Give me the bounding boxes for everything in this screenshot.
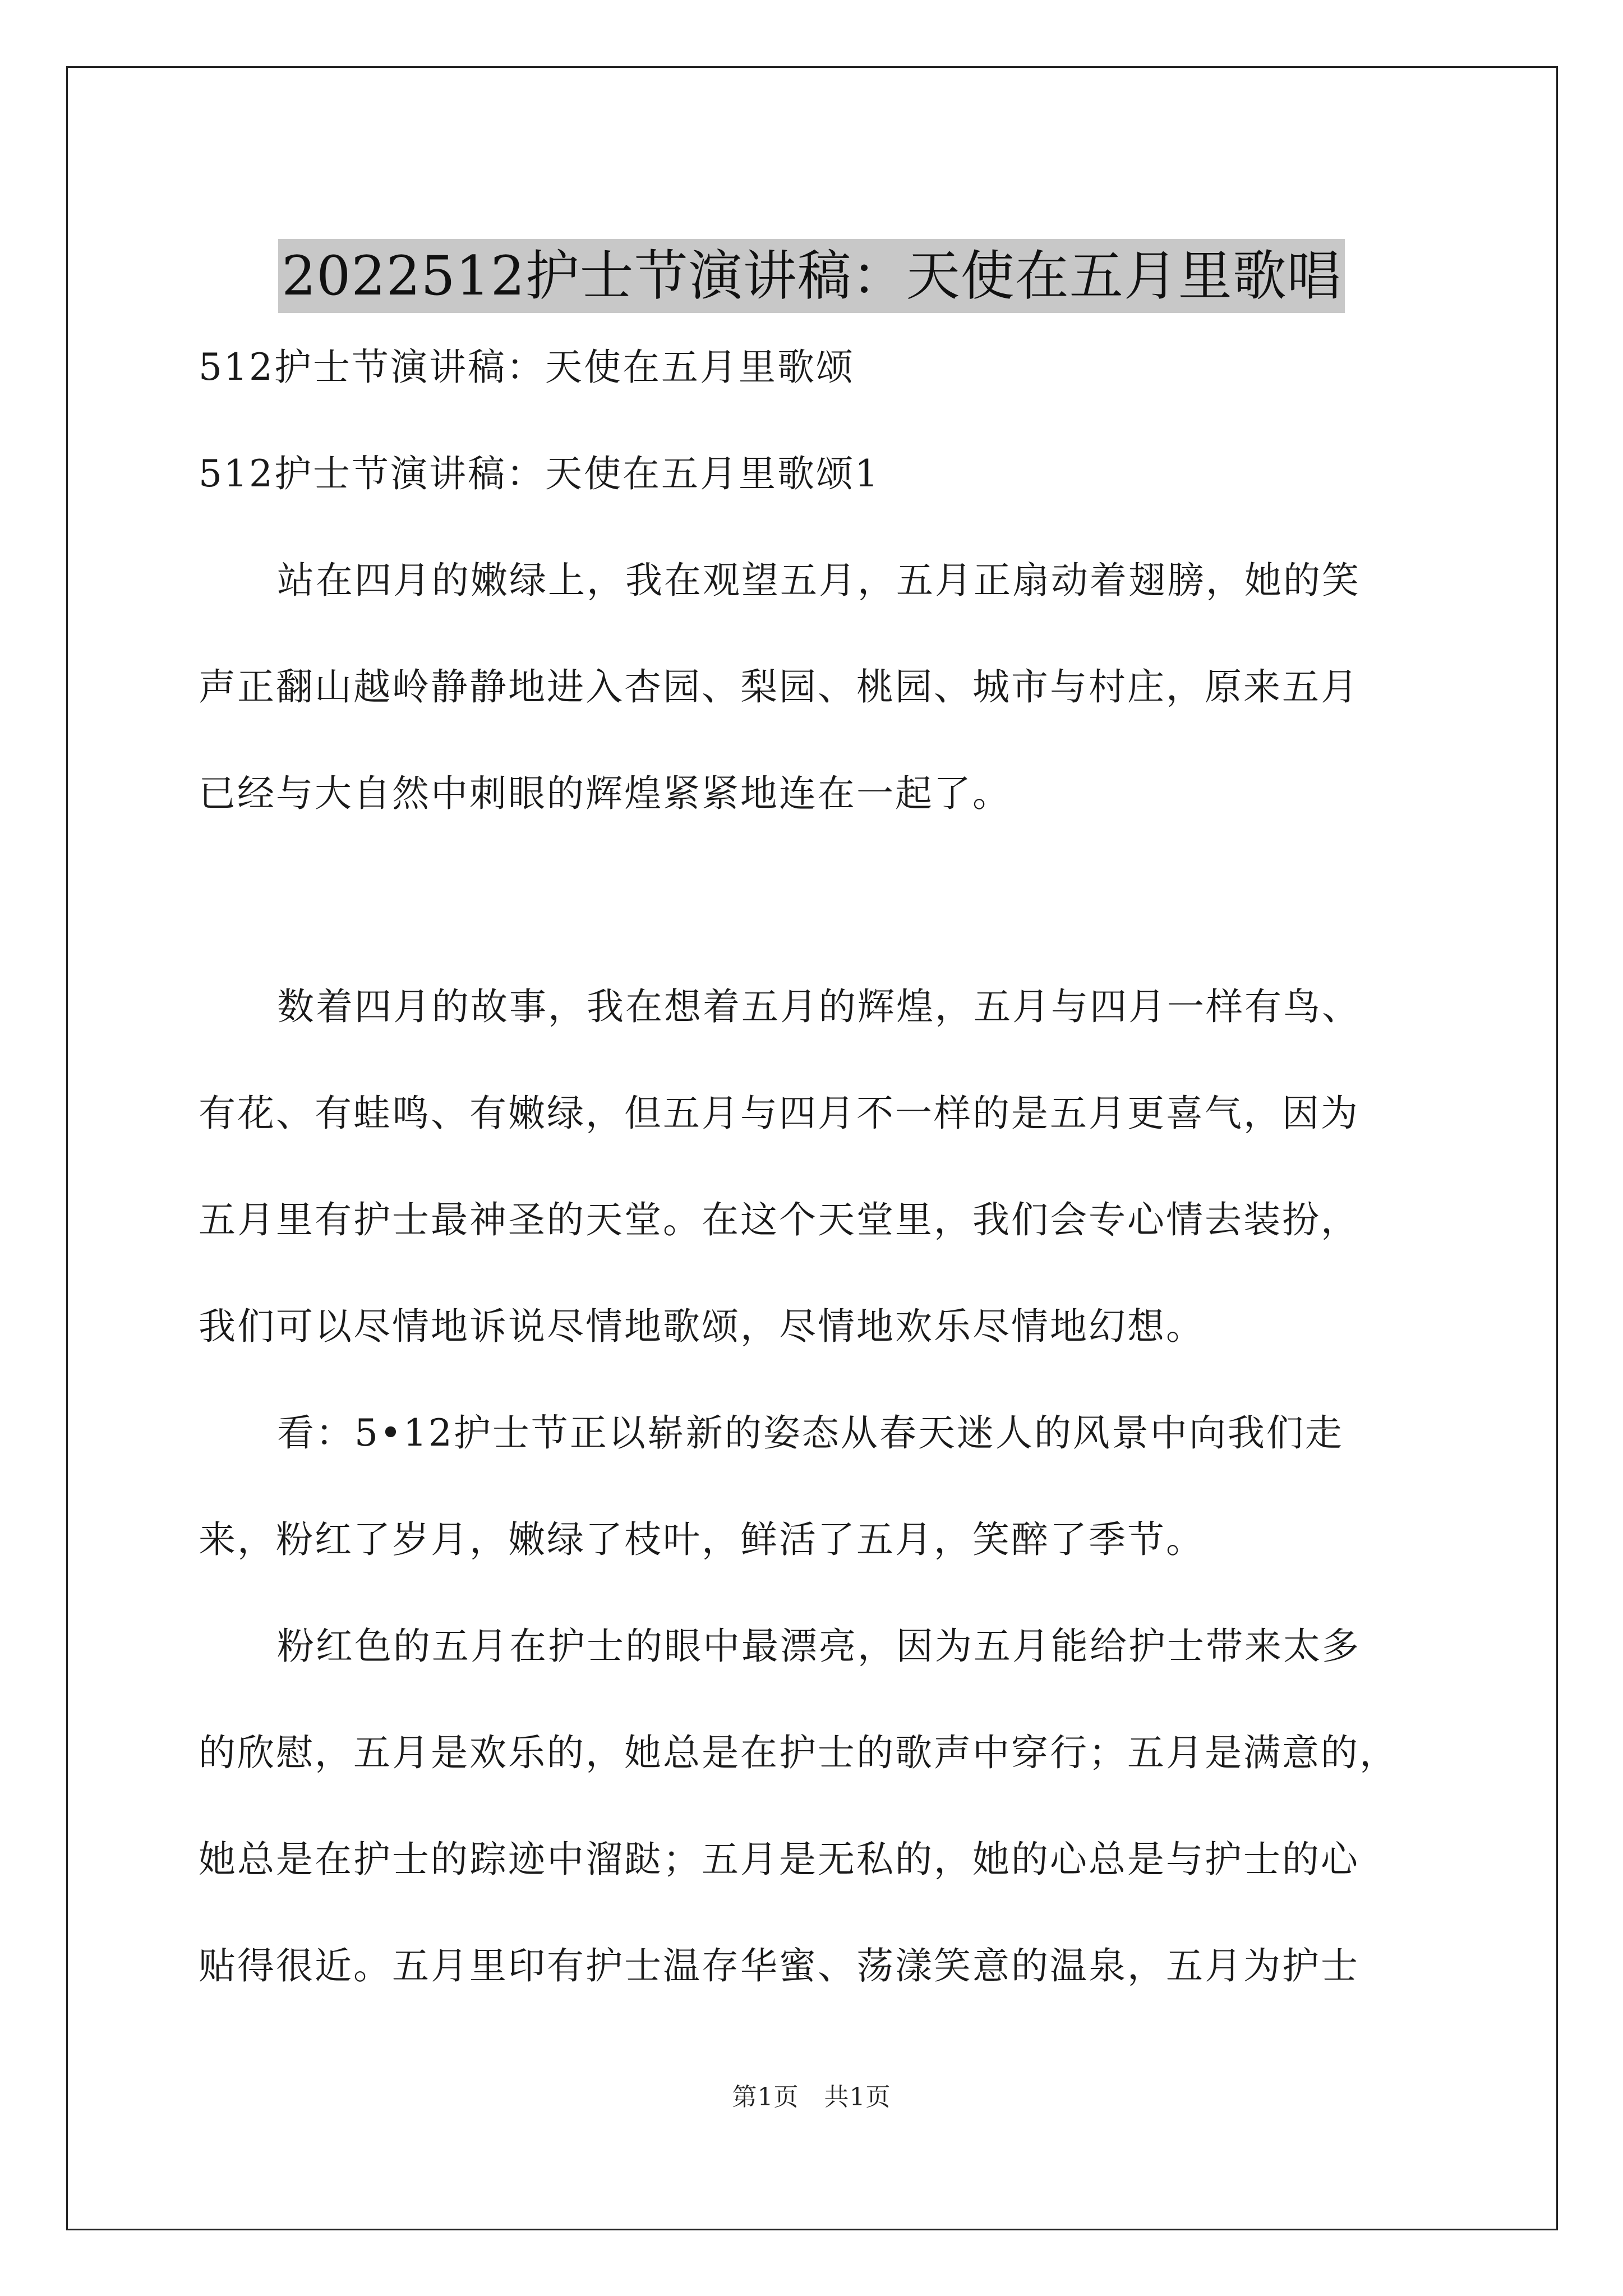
document-body: [199, 314, 1455, 2019]
paragraph-line: 来，粉红了岁月，嫩绿了枝叶，鲜活了五月，笑醉了季节。: [199, 1518, 1205, 1561]
subheading: 512护士节演讲稿：天使在五月里歌颂1: [199, 452, 880, 495]
page-number-footer: 第1页 共1页: [732, 2083, 891, 2111]
paragraph-line: 声正翻山越岭静静地进入杏园、梨园、桃园、城市与村庄，原来五月: [199, 665, 1359, 708]
paragraph-line: 已经与大自然中刺眼的辉煌紧紧地连在一起了。: [199, 772, 1011, 815]
paragraph-line: 看：5•12护士节正以崭新的姿态从春天迷人的风景中向我们走: [277, 1411, 1344, 1455]
paragraph-line: 她总是在护士的踪迹中溜跶；五月是无私的，她的心总是与护士的心: [199, 1838, 1359, 1881]
paragraph-line: 的欣慰，五月是欢乐的，她总是在护士的歌声中穿行；五月是满意的，: [199, 1731, 1398, 1774]
paragraph-line: 站在四月的嫩绿上，我在观望五月，五月正扇动着翅膀，她的笑: [277, 559, 1361, 602]
paragraph-line: 有花、有蛙鸣、有嫩绿，但五月与四月不一样的是五月更喜气，因为: [199, 1092, 1359, 1135]
paragraph-line: 数着四月的故事，我在想着五月的辉煌，五月与四月一样有鸟、: [277, 985, 1361, 1028]
paragraph-line: 我们可以尽情地诉说尽情地歌颂，尽情地欢乐尽情地幻想。: [199, 1305, 1205, 1348]
subheading: 512护士节演讲稿：天使在五月里歌颂: [199, 346, 855, 389]
paragraph-line: 贴得很近。五月里印有护士温存华蜜、荡漾笑意的温泉，五月为护士: [199, 1944, 1359, 1987]
paragraph-line: 粉红色的五月在护士的眼中最漂亮，因为五月能给护士带来太多: [277, 1625, 1361, 1668]
paragraph-line: 五月里有护士最神圣的天堂。在这个天堂里，我们会专心情去装扮，: [199, 1198, 1359, 1241]
document-title: 2022512护士节演讲稿：天使在五月里歌唱: [278, 239, 1345, 313]
paragraph-spacer: [199, 847, 1455, 954]
